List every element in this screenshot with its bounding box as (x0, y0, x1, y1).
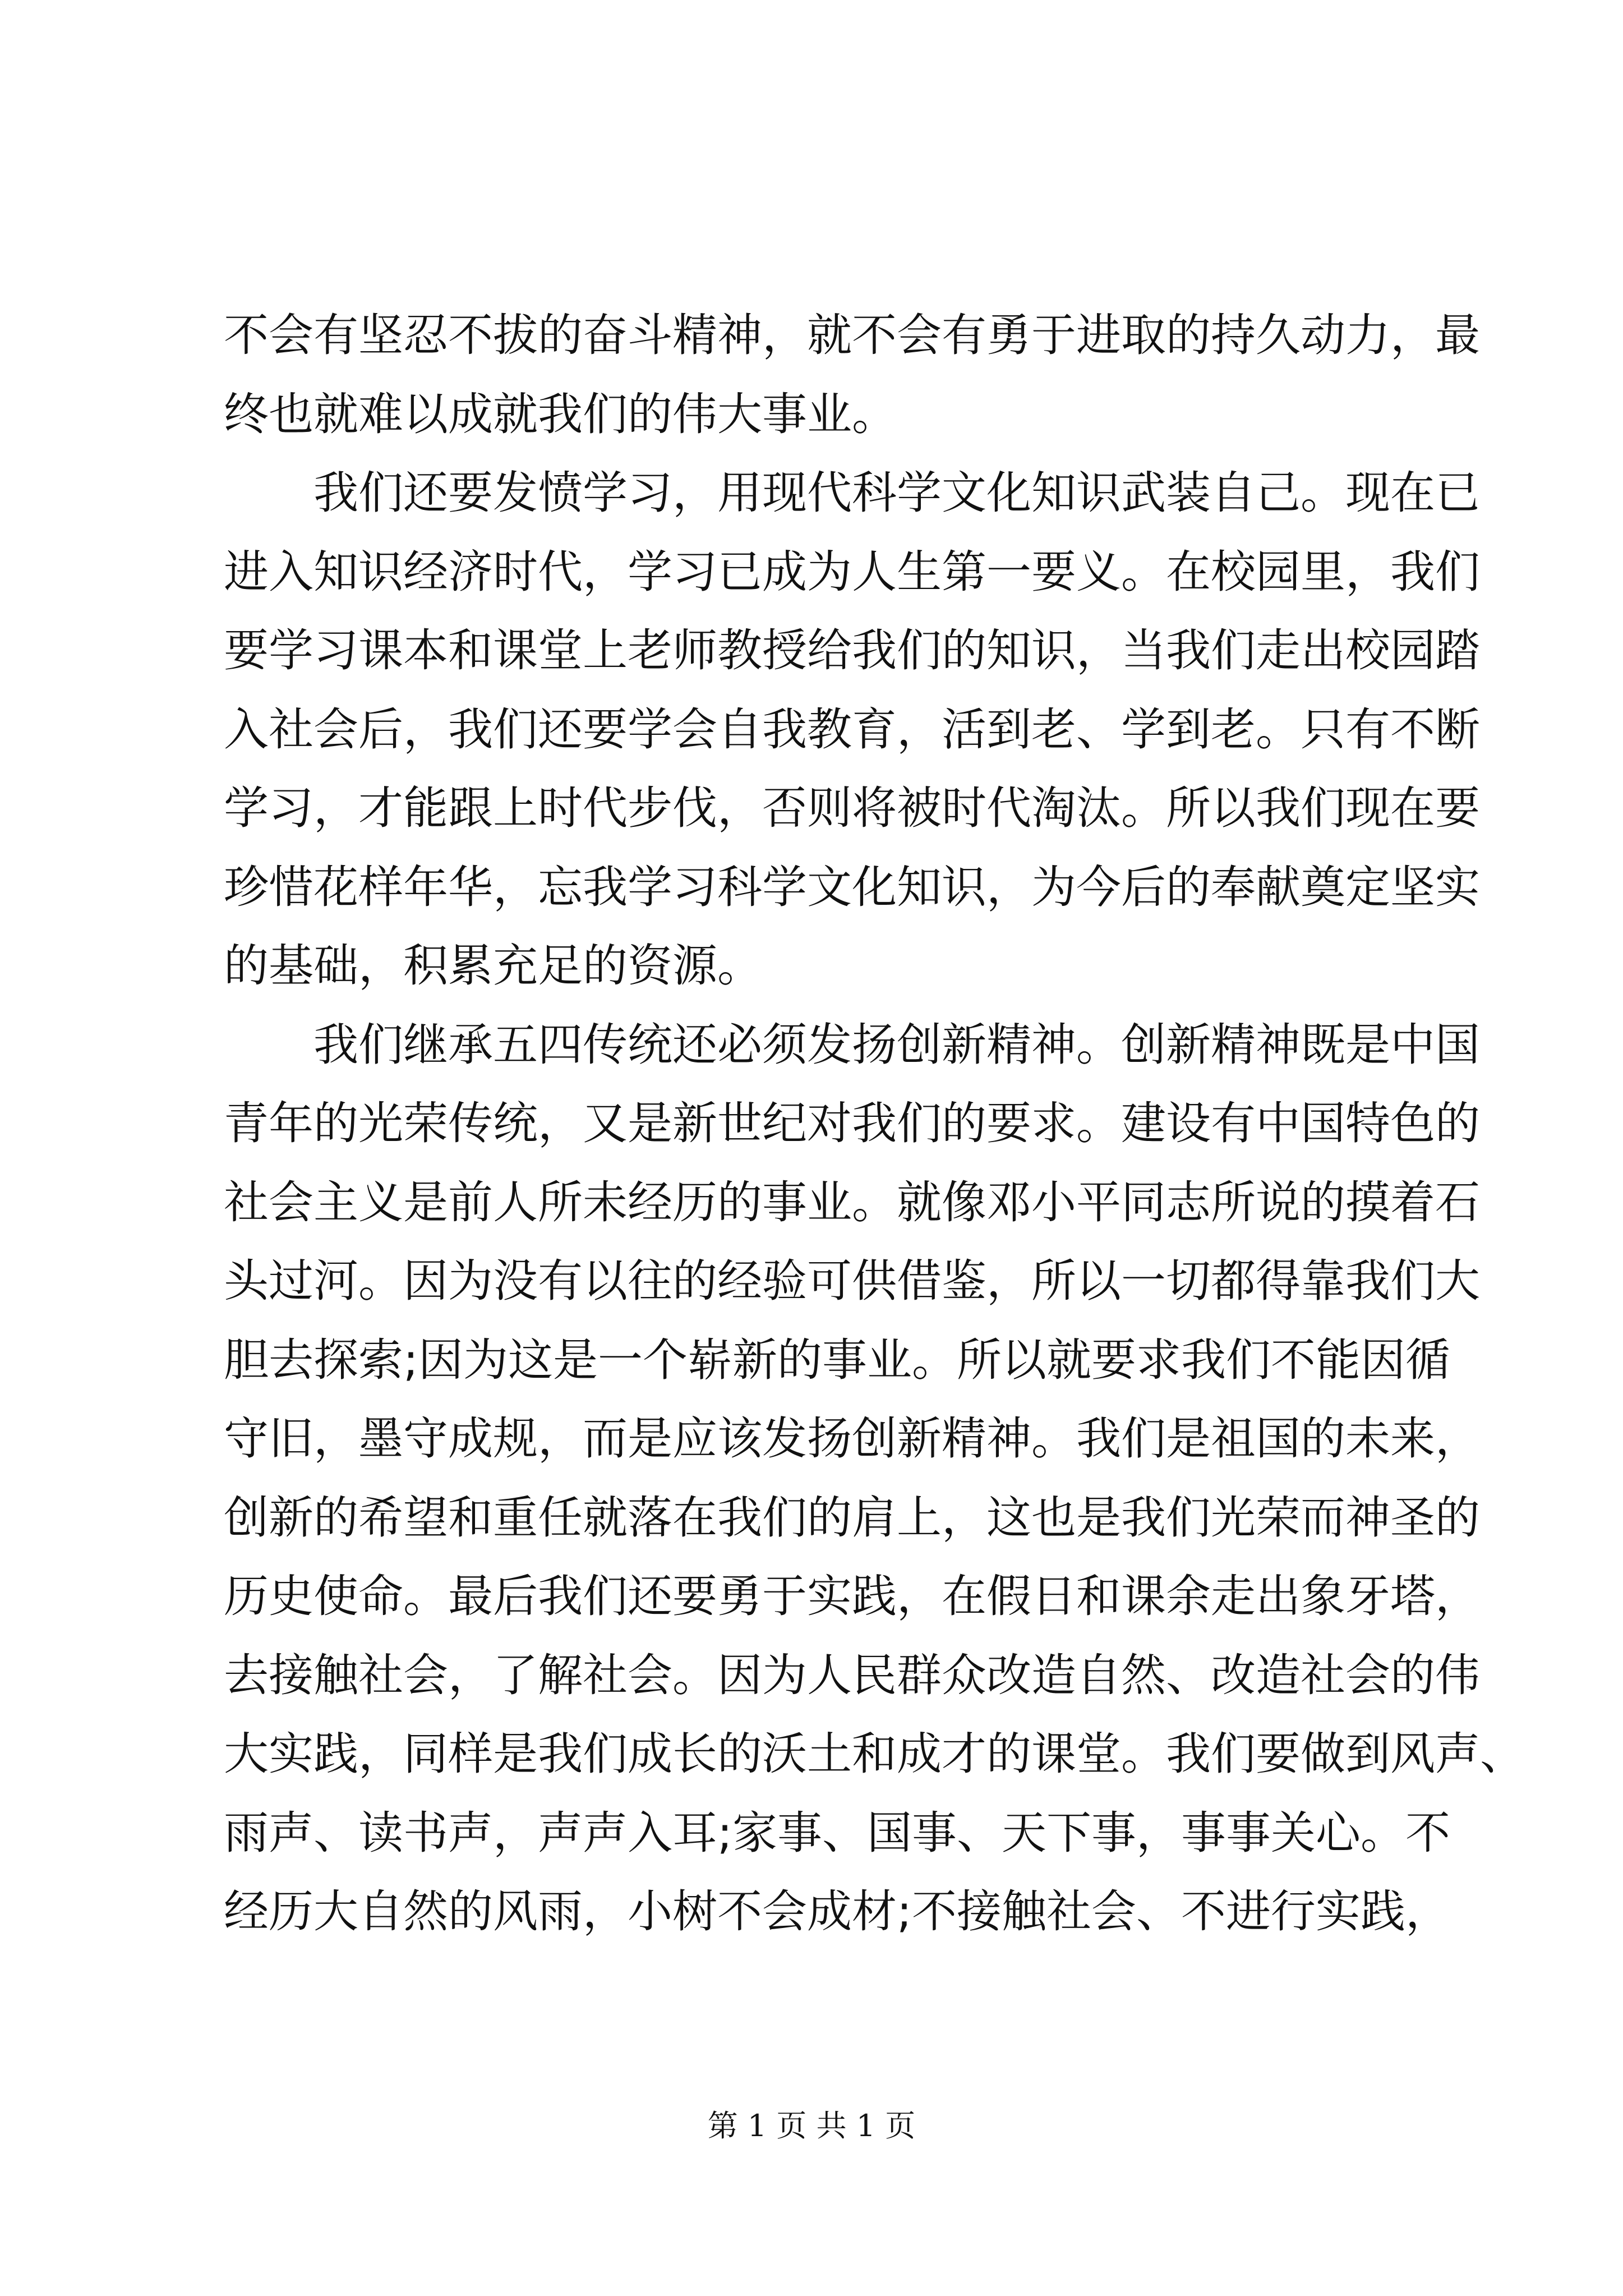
text-line: 经历大自然的风雨，小树不会成材;不接触社会、不进行实践， (224, 1885, 1450, 1938)
text-line: 我们继承五四传统还必须发扬创新精神。创新精神既是中国 (313, 1018, 1480, 1071)
text-line: 历史使命。最后我们还要勇于实践，在假日和课余走出象牙塔， (224, 1570, 1480, 1622)
text-line: 雨声、读书声，声声入耳;家事、国事、天下事，事事关心。不 (224, 1806, 1450, 1859)
page-number-label: 第 1 页 共 1 页 (707, 2108, 916, 2143)
text-line: 学习，才能跟上时代步伐，否则将被时代淘汰。所以我们现在要 (224, 782, 1480, 834)
text-line: 守旧，墨守成规，而是应该发扬创新精神。我们是祖国的未来， (224, 1412, 1480, 1465)
text-line: 的基础，积累充足的资源。 (224, 940, 762, 992)
text-line: 进入知识经济时代，学习已成为人生第一要义。在校园里，我们 (224, 545, 1480, 598)
text-line: 大实践，同样是我们成长的沃土和成才的课堂。我们要做到风声、 (224, 1728, 1525, 1780)
text-line: 我们还要发愤学习，用现代科学文化知识武装自己。现在已 (313, 467, 1480, 519)
text-line: 胆去探索;因为这是一个崭新的事业。所以就要求我们不能因循 (224, 1333, 1450, 1386)
text-line: 社会主义是前人所未经历的事业。就像邓小平同志所说的摸着石 (224, 1176, 1480, 1228)
page-footer (0, 2104, 1623, 2148)
text-line: 头过河。因为没有以往的经验可供借鉴，所以一切都得靠我们大 (224, 1255, 1480, 1307)
text-line: 青年的光荣传统，又是新世纪对我们的要求。建设有中国特色的 (224, 1097, 1480, 1149)
text-line: 终也就难以成就我们的伟大事业。 (224, 388, 897, 440)
document-body (224, 296, 1525, 1952)
text-line: 创新的希望和重任就落在我们的肩上，这也是我们光荣而神圣的 (224, 1491, 1480, 1544)
text-line: 去接触社会，了解社会。因为人民群众改造自然、改造社会的伟 (224, 1649, 1480, 1701)
text-line: 要学习课本和课堂上老师教授给我们的知识，当我们走出校园踏 (224, 624, 1480, 677)
text-line: 入社会后，我们还要学会自我教育，活到老、学到老。只有不断 (224, 703, 1480, 756)
text-line: 珍惜花样年华，忘我学习科学文化知识，为今后的奉献奠定坚实 (224, 861, 1480, 913)
text-line: 不会有坚忍不拔的奋斗精神，就不会有勇于进取的持久动力，最 (224, 309, 1480, 361)
